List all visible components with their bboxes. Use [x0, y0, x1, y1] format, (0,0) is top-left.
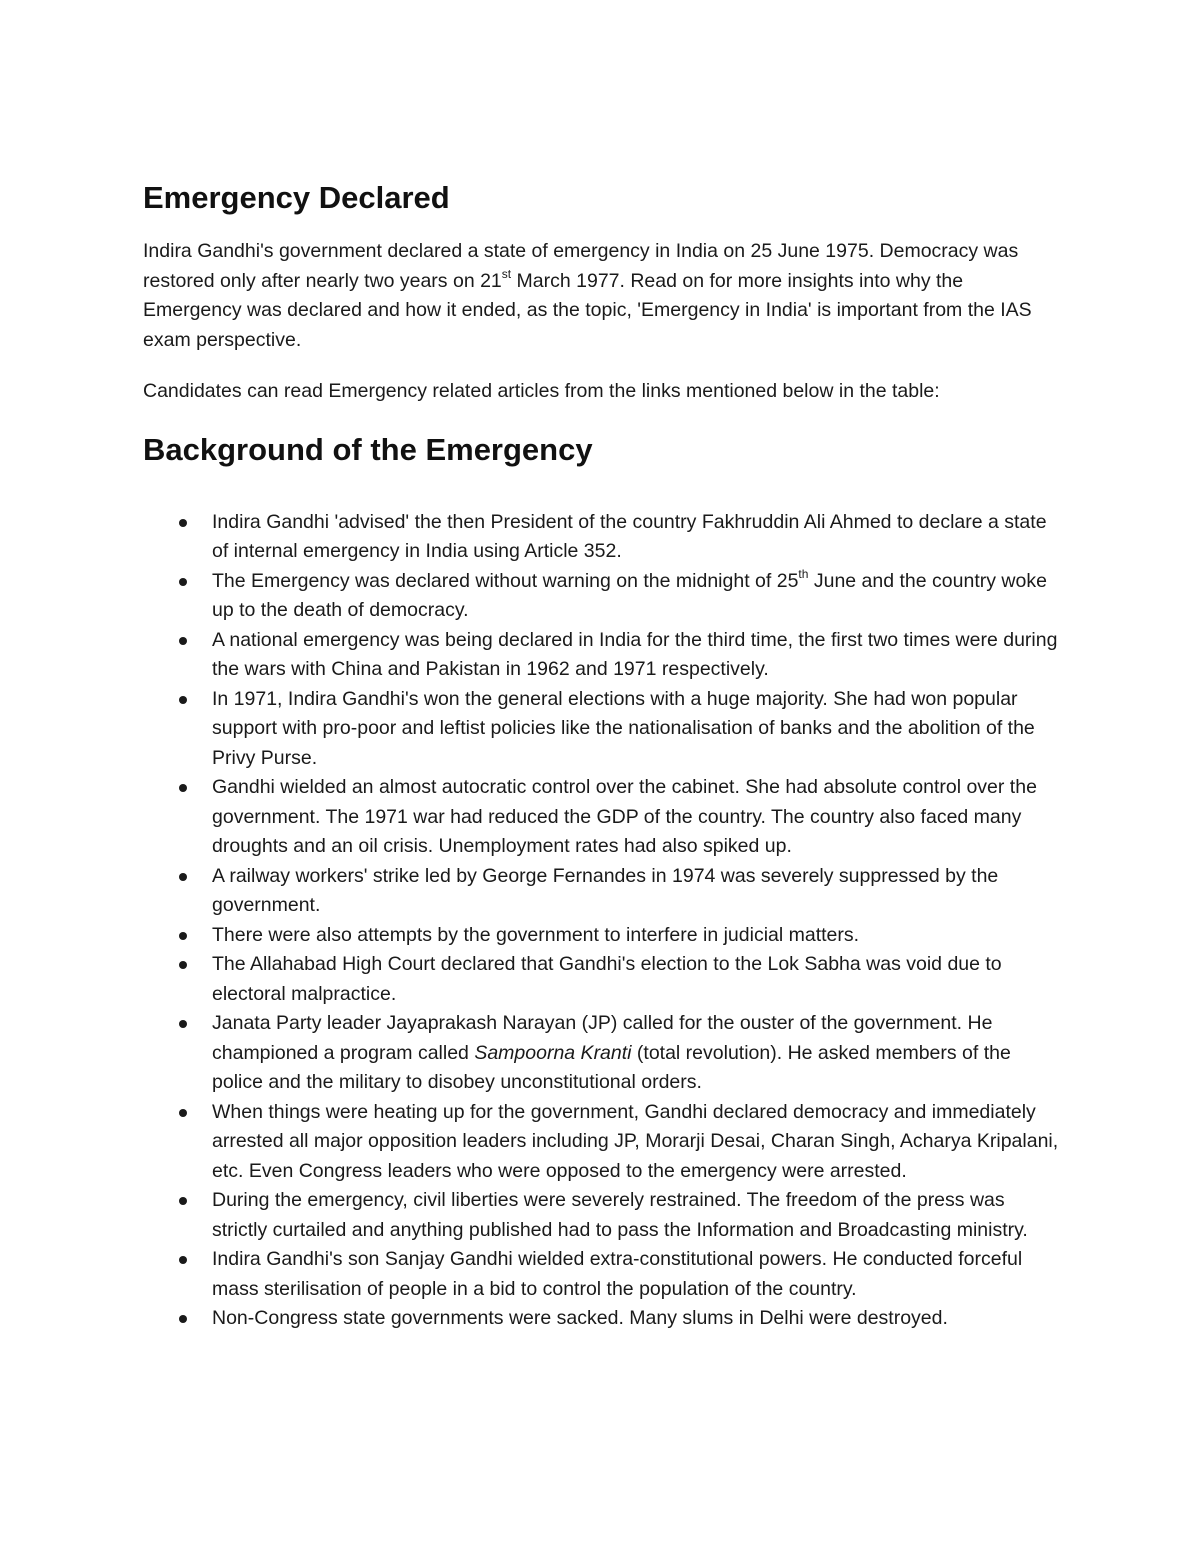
bullet-dot-icon	[179, 873, 187, 881]
list-item-text: There were also attempts by the government to interfere in judicial matters.	[212, 923, 860, 946]
list-item	[143, 626, 1063, 685]
list-item	[143, 1186, 1063, 1245]
list-item-text: Indira Gandhi 'advised' the then President of the country Fakhruddin Ali Ahmed to declare a state of internal emergency in India using Article 352.	[212, 510, 1047, 562]
intro-text-1: Indira Gandhi's government declared a state of emergency in India on 25 June 1975. Democracy was restored only after nearly two years on 21	[143, 240, 1019, 292]
list-item-emphasis: Sampoorna Kranti	[474, 1041, 632, 1064]
page-title: Emergency Declared	[143, 180, 450, 215]
list-item	[143, 1098, 1063, 1187]
bullet-dot-icon	[179, 1256, 187, 1264]
list-item	[143, 950, 1063, 1009]
list-item-text: June and the country woke up to the death of democracy.	[212, 569, 1047, 621]
list-item	[143, 1304, 1063, 1334]
list-item	[143, 1009, 1063, 1098]
background-bullet-list	[143, 508, 1063, 1334]
list-item	[143, 773, 1063, 862]
bullet-dot-icon	[179, 637, 187, 645]
list-item-text: Non-Congress state governments were sacked. Many slums in Delhi were destroyed.	[212, 1307, 948, 1329]
bullet-dot-icon	[179, 932, 187, 940]
list-item	[143, 567, 1063, 626]
bullet-dot-icon	[179, 1315, 187, 1323]
list-item	[143, 685, 1063, 774]
bullet-dot-icon	[179, 696, 187, 704]
section-heading-background: Background of the Emergency	[143, 431, 593, 467]
list-item-text: When things were heating up for the government, Gandhi declared democracy and immediately arrested all major opposition leaders including JP, Morarji Desai, Charan Singh, Acharya Kripalani, etc. Even Congress leaders who were opposed to the emergency were arrested.	[212, 1100, 1059, 1182]
bullet-dot-icon	[179, 519, 187, 527]
list-item-text: (total revolution). He asked members of the police and the military to disobey unconstitutional orders.	[212, 1041, 1011, 1093]
list-item	[143, 508, 1063, 567]
list-item-text: A railway workers' strike led by George Fernandes in 1974 was severely suppressed by the government.	[212, 864, 999, 916]
bullet-dot-icon	[179, 1020, 187, 1028]
list-item	[143, 862, 1063, 921]
list-item	[143, 921, 1063, 951]
bullet-dot-icon	[179, 578, 187, 586]
intro-paragraph	[143, 237, 1063, 355]
list-item-text: Janata Party leader Jayaprakash Narayan (JP) called for the ouster of the government. He championed a program called	[212, 1012, 993, 1064]
list-item-text: Gandhi wielded an almost autocratic control over the cabinet. She had absolute control over the government. The 1971 war had reduced the GDP of the country. The country also faced many droughts and an oil crisis. Unemployment rates had also spiked up.	[212, 776, 1037, 857]
bullet-dot-icon	[179, 961, 187, 969]
candidates-paragraph: Candidates can read Emergency related articles from the links mentioned below in the table:	[143, 380, 940, 402]
intro-superscript: st	[501, 267, 512, 281]
intro-text-2: March 1977. Read on for more insights into why the Emergency was declared and how it ended, as the topic, 'Emergency in India' is important from the IAS exam perspective.	[143, 269, 1032, 351]
list-item-text: A national emergency was being declared in India for the third time, the first two times were during the wars with China and Pakistan in 1962 and 1971 respectively.	[212, 628, 1058, 680]
list-item-text: During the emergency, civil liberties were severely restrained. The freedom of the press was strictly curtailed and anything published had to pass the Information and Broadcasting ministry.	[212, 1189, 1028, 1241]
list-item-text: In 1971, Indira Gandhi's won the general elections with a huge majority. She had won popular support with pro-poor and leftist policies like the nationalisation of banks and the abolition of the Privy Purse.	[212, 687, 1035, 769]
list-item-text: Indira Gandhi's son Sanjay Gandhi wielded extra-constitutional powers. He conducted forceful mass sterilisation of people in a bid to control the population of the country.	[212, 1248, 1023, 1300]
list-item-superscript: th	[798, 567, 809, 581]
list-item-text: The Allahabad High Court declared that Gandhi's election to the Lok Sabha was void due to electoral malpractice.	[212, 953, 1002, 1005]
document-page	[143, 178, 1063, 1334]
list-item-text: The Emergency was declared without warning on the midnight of 25	[212, 569, 799, 592]
bullet-dot-icon	[179, 784, 187, 792]
bullet-dot-icon	[179, 1197, 187, 1205]
list-item	[143, 1245, 1063, 1304]
bullet-dot-icon	[179, 1109, 187, 1117]
